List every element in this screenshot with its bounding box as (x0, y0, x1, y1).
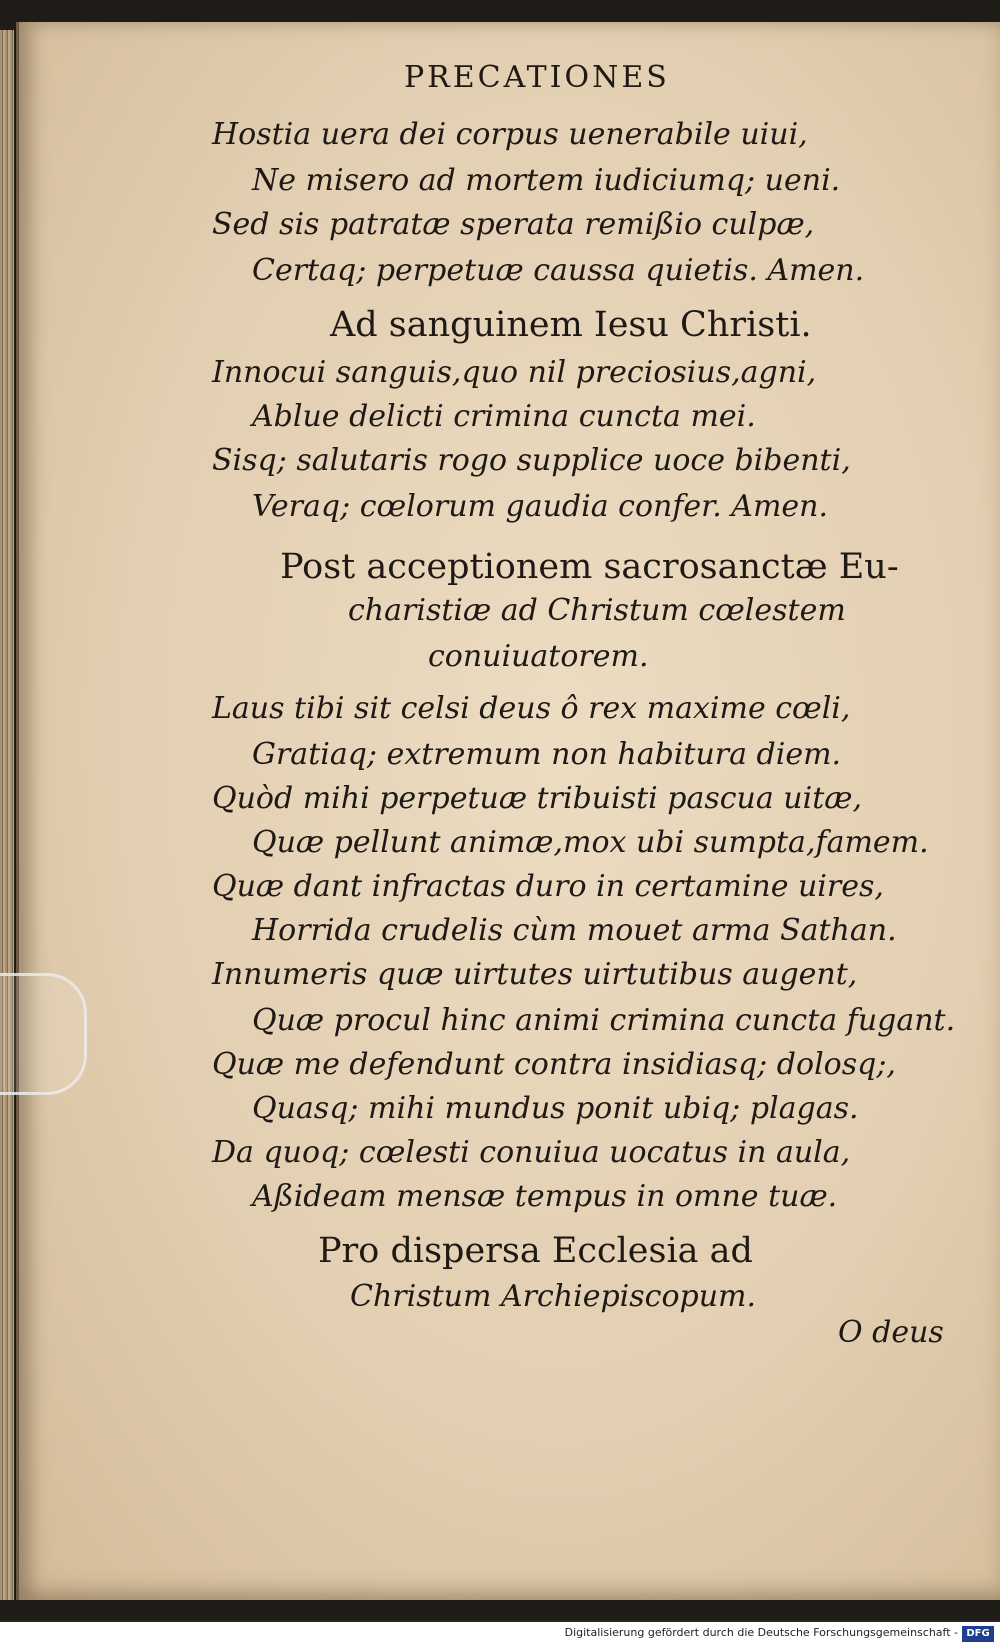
running-head: PRECATIONES (404, 60, 670, 95)
verse-line: Quòd mihi perpetuæ tribuisti pascua uitæ, (212, 781, 863, 816)
verse-line: Hostia uera dei corpus uenerabile uiui, (212, 117, 808, 152)
catchword: O deus (838, 1315, 944, 1350)
verse-line: Quæ pellunt animæ,mox ubi sumpta,famem. (252, 825, 929, 860)
section-heading: conuiuatorem. (428, 639, 649, 674)
verse-line: Quæ procul hinc animi crimina cuncta fugant. (252, 1003, 956, 1038)
dfg-logo: DFG (962, 1626, 994, 1642)
verse-line: Horrida crudelis cùm mouet arma Sathan. (252, 913, 897, 948)
verse-line: Sisq; salutaris rogo supplice uoce bibenti, (212, 443, 851, 478)
verse-line: Quæ me defendunt contra insidiasq; dolosq;, (212, 1047, 896, 1082)
verse-line: Da quoq; cœlesti conuiua uocatus in aula, (212, 1135, 851, 1170)
verse-line: Ne misero ad mortem iudiciumq; ueni. (252, 163, 841, 198)
section-heading: Christum Archiepiscopum. (350, 1279, 757, 1314)
section-heading: Post acceptionem sacrosanctæ Eu- (280, 547, 899, 587)
verse-line: Gratiaq; extremum non habitura diem. (252, 737, 842, 772)
digitization-footer (0, 1622, 1000, 1647)
verse-line: Aßideam mensæ tempus in omne tuæ. (252, 1179, 838, 1214)
verse-line: Quasq; mihi mundus ponit ubiq; plagas. (252, 1091, 859, 1126)
verse-line: Quæ dant infractas duro in certamine uires, (212, 869, 884, 904)
section-heading: Pro dispersa Ecclesia ad (318, 1231, 753, 1271)
verse-line: Laus tibi sit celsi deus ô rex maxime cœli, (212, 691, 851, 726)
funding-credit: Digitalisierung gefördert durch die Deutsche Forschungsgemeinschaft - (564, 1626, 958, 1639)
section-heading: Ad sanguinem Iesu Christi. (330, 305, 812, 345)
verse-line: Veraq; cœlorum gaudia confer. Amen. (252, 489, 829, 524)
section-heading: charistiæ ad Christum cœlestem (348, 593, 846, 628)
verse-line: Certaq; perpetuæ caussa quietis. Amen. (252, 253, 865, 288)
verse-line: Sed sis patratæ sperata remißio culpæ, (212, 207, 815, 242)
verse-line: Innumeris quæ uirtutes uirtutibus augent, (212, 957, 858, 992)
verse-line: Ablue delicti crimina cuncta mei. (252, 399, 756, 434)
verse-line: Innocui sanguis,quo nil preciosius,agni, (212, 355, 817, 390)
